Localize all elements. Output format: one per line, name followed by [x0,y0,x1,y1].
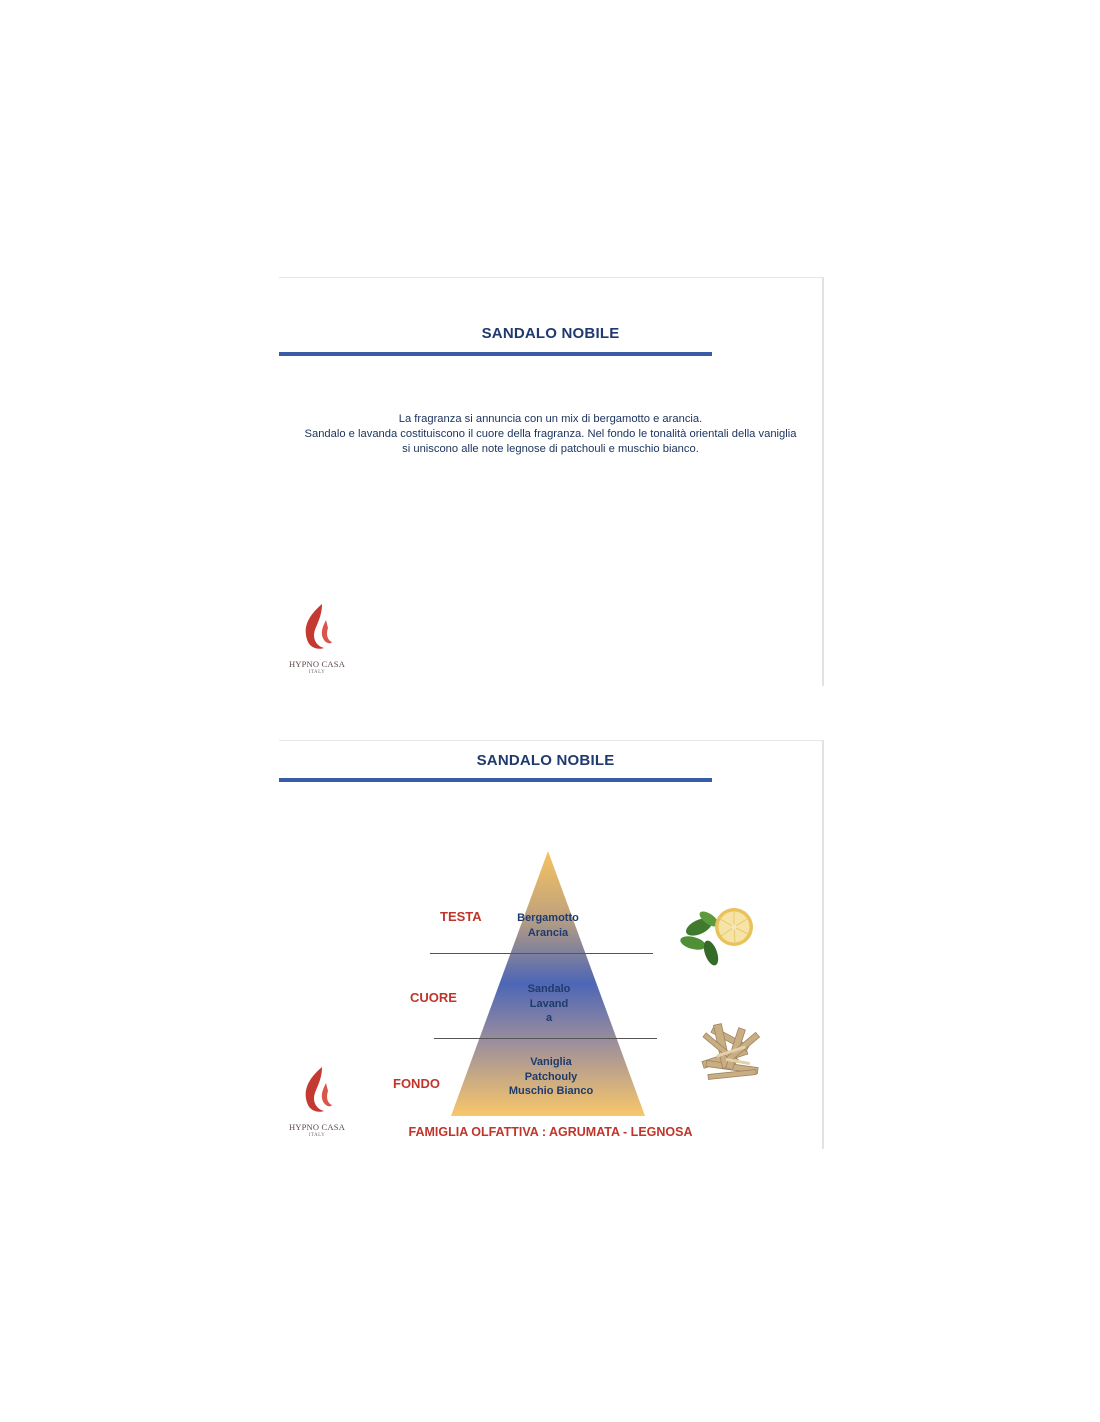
level-label-testa: TESTA [440,909,482,924]
slide-title: SANDALO NOBILE [476,752,615,769]
note-item: Arancia [527,926,569,939]
slide-intro [279,277,824,686]
level-separator [434,1038,657,1039]
level-label-fondo: FONDO [393,1076,440,1091]
note-item: a [545,1012,553,1024]
note-item: Patchouly [524,1070,578,1083]
notes-fondo [491,1055,611,1099]
logo-name: HYPNO CASA [288,1122,346,1132]
slide-title: SANDALO NOBILE [481,325,620,342]
description-line: si uniscono alle note legnose di patchouli e muschio bianco. [402,443,699,455]
flame-logo-icon [300,602,334,654]
title-underline [279,778,712,782]
hypno-casa-logo [287,602,347,675]
logo-sub: ITALY [308,1133,326,1138]
note-item: Bergamotto [517,912,579,924]
slide-pyramid [279,740,824,1149]
notes-testa [498,911,598,940]
level-separator [430,953,653,954]
note-item: Muschio Bianco [508,1085,594,1097]
sandalwood-chips-icon [696,1016,768,1088]
title-underline [279,352,712,356]
note-item: Sandalo [527,983,571,995]
description-line: La fragranza si annuncia con un mix di bergamotto e arancia. [398,413,703,425]
logo-sub: ITALY [308,670,326,675]
bergamot-fruit-icon [679,903,759,969]
olfactory-family: FAMIGLIA OLFATTIVA : AGRUMATA - LEGNOSA [408,1125,693,1139]
fragrance-description [279,412,822,457]
flame-logo-icon [300,1065,334,1117]
notes-cuore [499,982,599,1026]
note-item: Lavand [529,997,569,1010]
logo-name: HYPNO CASA [288,659,346,669]
note-item: Vaniglia [530,1056,572,1068]
description-line: Sandalo e lavanda costituiscono il cuore della fragranza. Nel fondo le tonalità orientali della vaniglia [304,428,797,440]
level-label-cuore: CUORE [410,990,457,1005]
